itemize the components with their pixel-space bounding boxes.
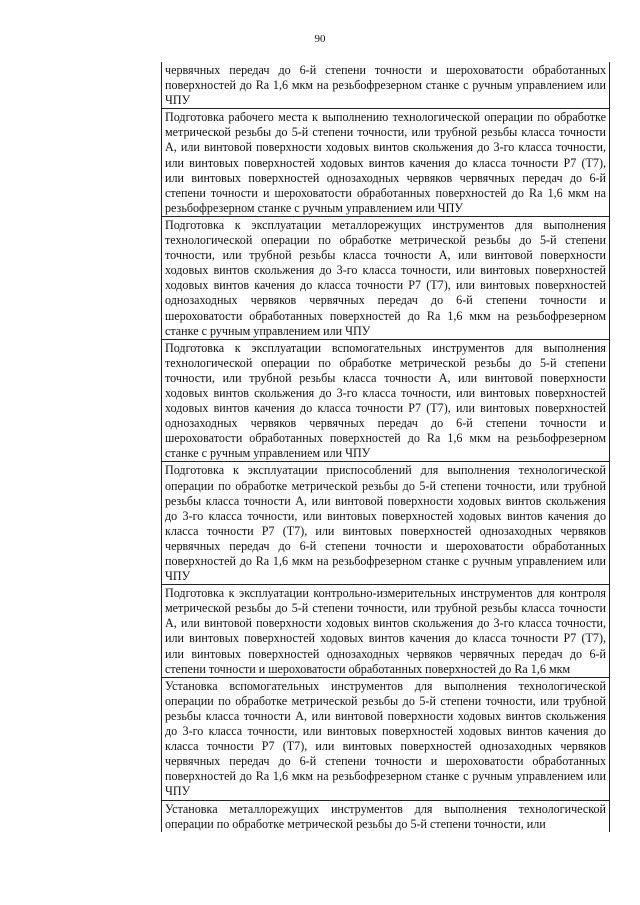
table-cell: червячных передач до 6-й степени точности и шероховатости обработанных поверхностей до Ra 1,6 мкм на резьбофрезерном станке с ручным управлением или ЧПУ xyxy=(162,62,609,109)
table-cell: Установка металлорежущих инструментов для выполнения технологической операции по обработке метрической резьбы до 5-й степени точности, или xyxy=(165,801,606,831)
table-cell: Подготовка рабочего места к выполнению технологической операции по обработке метрической резьбы до 5-й степени точности, или трубной резьбы класса точности А, или винтовой поверхности ходовых винтов скольжения до 3-го класса точности, или винтовых поверхностей ходовых винтов качения до класса точности Р7 (Т7), или винтовых поверхностей однозаходных червяков червячных передач до 6-й степени точности и шероховатости обработанных поверхностей до Ra 1,6 мкм на резьбофрезерном станке с ручным управлением или ЧПУ xyxy=(162,109,609,217)
requirements-table xyxy=(161,62,610,832)
table-cell: Подготовка к эксплуатации металлорежущих инструментов для выполнения технологической операции по обработке метрической резьбы до 5-й степени точности, или трубной резьбы класса точности А, или винтовой поверхности ходовых винтов скольжения до 3-го класса точности, или винтовых поверхностей ходовых винтов качения до класса точности Р7 (Т7), или винтовых поверхностей однозаходных червяков червячных передач до 6-й степени точности и шероховатости обработанных поверхностей до Ra 1,6 мкм на резьбофрезерном станке с ручным управлением или ЧПУ xyxy=(162,217,609,340)
page-number: 90 xyxy=(314,33,326,45)
table-cell: Подготовка к эксплуатации контрольно-измерительных инструментов для контроля метрической резьбы до 5-й степени точности, или трубной резьбы класса точности А, или винтовой поверхности ходовых винтов скольжения до 3-го класса точности, или винтовых поверхностей ходовых винтов качения до класса точности Р7 (Т7), или винтовых поверхностей однозаходных червяков червячных передач до 6-й степени точности и шероховатости обработанных поверхностей до Ra 1,6 мкм xyxy=(162,585,609,678)
table-cell: Подготовка к эксплуатации приспособлений для выполнения технологической операции по обработке метрической резьбы до 5-й степени точности, или трубной резьбы класса точности А, или винтовой поверхности ходовых винтов скольжения до 3-го класса точности, или винтовых поверхностей ходовых винтов качения до класса точности Р7 (Т7), или винтовых поверхностей однозаходных червяков червячных передач до 6-й степени точности и шероховатости обработанных поверхностей до Ra 1,6 мкм на резьбофрезерном станке с ручным управлением или ЧПУ xyxy=(162,462,609,585)
table-cell: Подготовка к эксплуатации вспомогательных инструментов для выполнения технологической операции по обработке метрической резьбы до 5-й степени точности, или трубной резьбы класса точности А, или винтовой поверхности ходовых винтов скольжения до 3-го класса точности, или винтовых поверхностей ходовых винтов качения до класса точности Р7 (Т7), или винтовых поверхностей однозаходных червяков червячных передач до 6-й степени точности и шероховатости обработанных поверхностей до Ra 1,6 мкм на резьбофрезерном станке с ручным управлением или ЧПУ xyxy=(162,340,609,463)
table-cell: Установка вспомогательных инструментов для выполнения технологической операции по обработке метрической резьбы до 5-й степени точности, или трубной резьбы класса точности А, или винтовой поверхности ходовых винтов скольжения до 3-го класса точности, или винтовых поверхностей ходовых винтов качения до класса точности Р7 (Т7), или винтовых поверхностей однозаходных червяков червячных передач до 6-й степени точности и шероховатости обработанных поверхностей до Ra 1,6 мкм на резьбофрезерном станке с ручным управлением или ЧПУ xyxy=(162,678,609,801)
